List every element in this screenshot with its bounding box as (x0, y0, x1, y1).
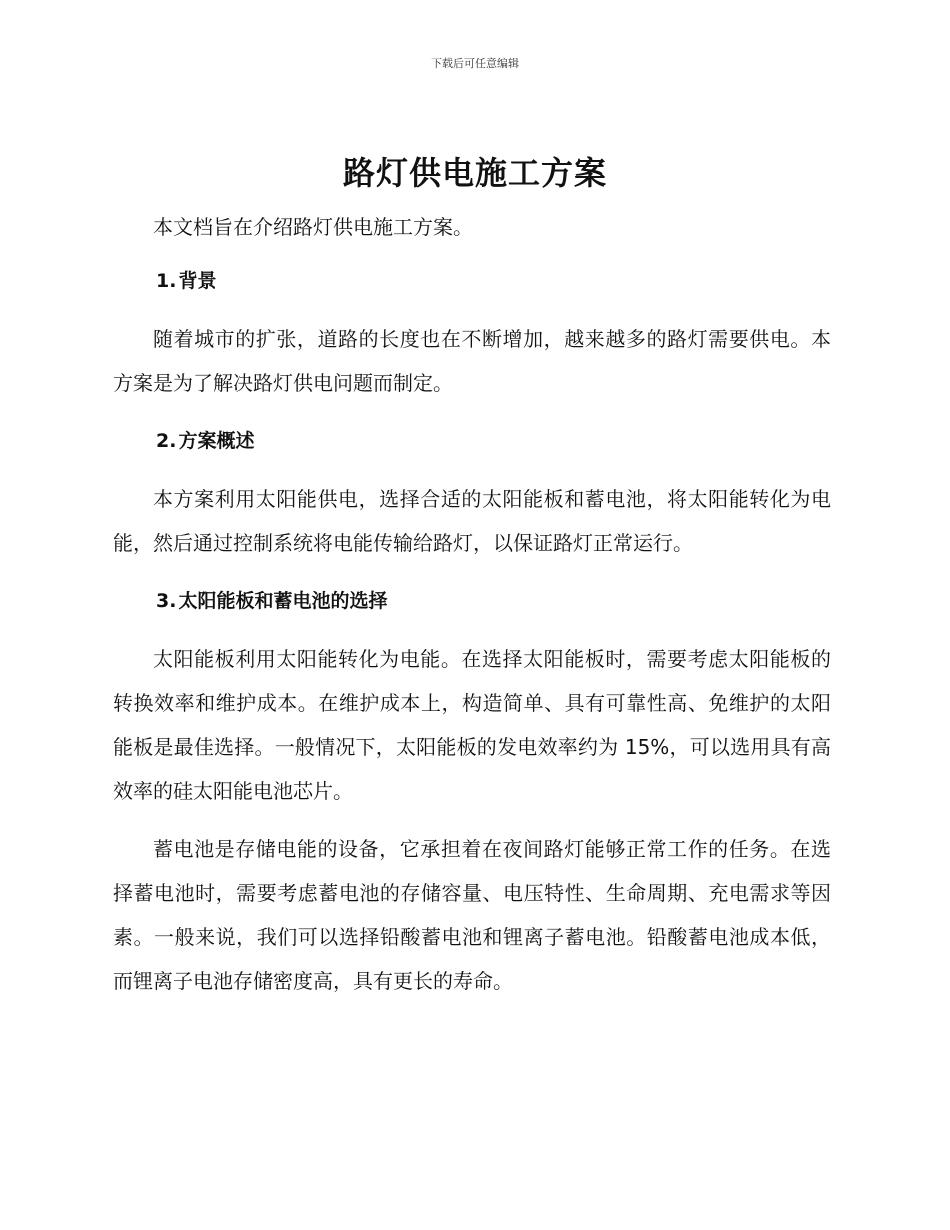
section-background (113, 259, 831, 405)
section-number: 3. (156, 590, 177, 612)
section-paragraph: 太阳能板利用太阳能转化为电能。在选择太阳能板时，需要考虑太阳能板的转换效率和维护成本。在维护成本上，构造简单、具有可靠性高、免维护的太阳能板是最佳选择。一般情况下，太阳能板的发电效率约为 15%，可以选用具有高效率的硅太阳能电池芯片。 (113, 647, 831, 803)
section-number: 1. (156, 270, 177, 292)
section-paragraph: 蓄电池是存储电能的设备，它承担着在夜间路灯能够正常工作的任务。在选择蓄电池时，需要考虑蓄电池的存储容量、电压特性、生命周期、充电需求等因素。一般来说，我们可以选择铅酸蓄电池和锂离子蓄电池。铅酸蓄电池成本低，而锂离子电池存储密度高，具有更长的寿命。 (113, 837, 831, 993)
section-title: 太阳能板和蓄电池的选择 (178, 590, 388, 612)
document-title: 路灯供电施工方案 (342, 154, 607, 192)
header-note: 下载后可任意编辑 (431, 57, 519, 70)
section-selection (113, 579, 831, 1003)
section-number: 2. (156, 430, 177, 452)
section-overview (113, 419, 831, 565)
intro-paragraph: 本文档旨在介绍路灯供电施工方案。 (153, 215, 473, 239)
section-heading (113, 579, 831, 623)
document-body (113, 205, 831, 1017)
section-title: 方案概述 (178, 430, 255, 452)
section-paragraph: 本方案利用太阳能供电，选择合适的太阳能板和蓄电池，将太阳能转化为电能，然后通过控制系统将电能传输给路灯，以保证路灯正常运行。 (113, 487, 831, 555)
section-title: 背景 (178, 270, 217, 292)
section-heading (113, 259, 831, 303)
section-paragraph: 随着城市的扩张，道路的长度也在不断增加，越来越多的路灯需要供电。本方案是为了解决路灯供电问题而制定。 (113, 327, 831, 395)
section-heading (113, 419, 831, 463)
